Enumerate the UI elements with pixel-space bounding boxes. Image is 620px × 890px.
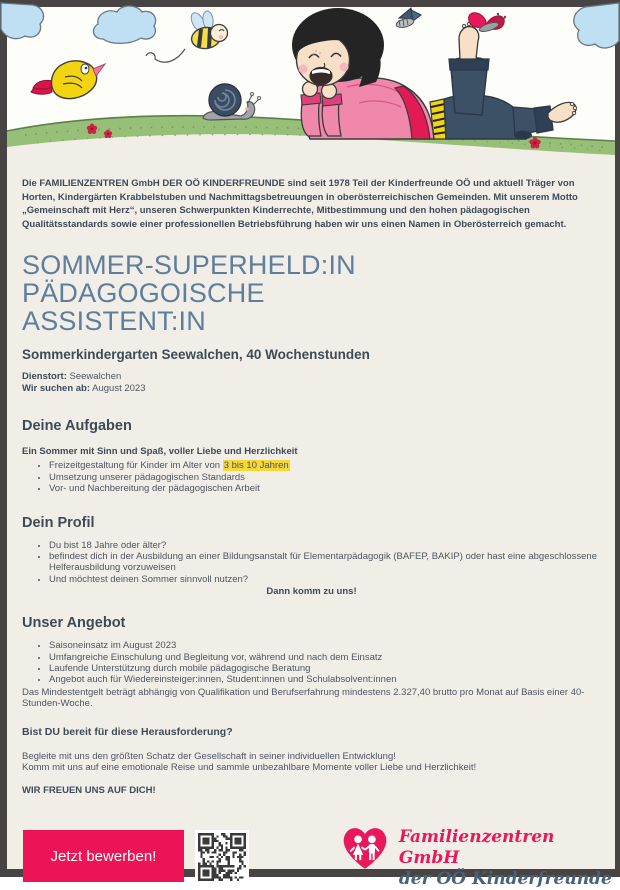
section-heading-profil: Dein Profil — [22, 514, 95, 531]
job-meta — [22, 371, 601, 394]
list-item: • Und möchtest deinen Sommer sinnvoll nutzen? — [49, 574, 601, 585]
aufgaben-list — [22, 460, 601, 494]
list-item: • Du bist 18 Jahre oder älter? — [49, 540, 601, 551]
list-item: • Angebot auch für Wiedereinsteiger:innen, Student:innen und Schulabsolvent:innen — [49, 674, 601, 685]
list-item: • Vor- und Nachbereitung der pädagogischen Arbeit — [49, 483, 601, 494]
logo-text — [399, 824, 615, 890]
heart-kids-icon — [339, 824, 391, 872]
logo-line1: Familienzentren GmbH — [398, 827, 555, 869]
hero-illustration — [7, 7, 615, 160]
meta-dienstort: Dienstort: Seewalchen — [22, 371, 122, 383]
company-intro: Die FAMILIENZENTREN GmbH DER OÖ KINDERFREUNDE sind seit 1978 Teil der Kinderfreunde OÖ und aktuell Träger von Horten, Kindergärten Krabbelstuben und Nachmittagsbetreuungen in oberösterreichischen Gemeinden. Mit unserem Motto „Gemeinschaft mit Herz“, unseren Schwerpunkten Kinderrechte, Mitbestimmung und den hohen pädagogischen Qualitätsstandards sowie einer professionellen Betriebsführung haben wir uns einen Namen in Oberösterreich gemacht. — [22, 178, 578, 230]
list-item: • befindest dich in der Ausbildung an einer Bildungsanstalt für Elementarpädagogik (BAFEP, BAKIP) oder hast eine abgeschlossene Helferausbildung vorzuweisen — [49, 551, 601, 574]
list-item: • Umfangreiche Einschulung und Begleitung vor, während und nach dem Einsatz — [49, 652, 601, 663]
list-item: • Saisoneinsatz im August 2023 — [49, 640, 601, 651]
profil-cta: Dann komm zu uns! — [266, 586, 357, 598]
closing-shout: WIR FREUEN UNS AUF DICH! — [22, 785, 156, 797]
job-subtitle: Sommerkindergarten Seewalchen, 40 Wochenstunden — [22, 347, 370, 363]
page-title: SOMMER-SUPERHELD:IN PÄDAGOGOISCHE ASSISTENT:IN — [22, 250, 356, 337]
apply-button[interactable]: Jetzt bewerben! — [23, 830, 184, 882]
list-item: • Freizeitgestaltung für Kinder im Alter von 3 bis 10 Jahren — [49, 460, 601, 471]
aufgaben-lead: Ein Sommer mit Sinn und Spaß, voller Liebe und Herzlichkeit — [22, 446, 298, 458]
angebot-list — [22, 640, 601, 686]
qr-code — [195, 830, 249, 884]
footer — [23, 827, 615, 890]
company-logo — [339, 824, 615, 890]
list-item: • Laufende Unterstützung durch mobile pädagogische Beratung — [49, 663, 601, 674]
age-range-highlight: 3 bis 10 Jahren — [223, 460, 289, 472]
closing-question: Bist DU bereit für diese Herausforderung? — [22, 725, 233, 738]
section-heading-aufgaben: Deine Aufgaben — [22, 418, 132, 435]
closing-text: Begleite mit uns den größten Schatz der Gesellschaft in seiner individuellen Entwicklung! Komm mit uns auf eine emotionale Reise und sammle unbezahlbare Momente voller Liebe und Herzlichkeit! — [22, 750, 477, 774]
logo-line2: der OÖ Kinderfreunde — [398, 869, 612, 890]
profil-list — [22, 540, 601, 586]
section-heading-angebot: Unser Angebot — [22, 615, 126, 632]
meta-suchen-ab: Wir suchen ab: August 2023 — [22, 382, 146, 394]
salary-note: Das Mindestentgelt beträgt abhängig von Qualifikation und Berufserfahrung mindestens 2.327,40 brutto pro Monat auf Basis einer 40-Stunden-Woche. — [22, 686, 585, 710]
list-item: • Umsetzung unserer pädagogischen Standards — [49, 472, 601, 483]
